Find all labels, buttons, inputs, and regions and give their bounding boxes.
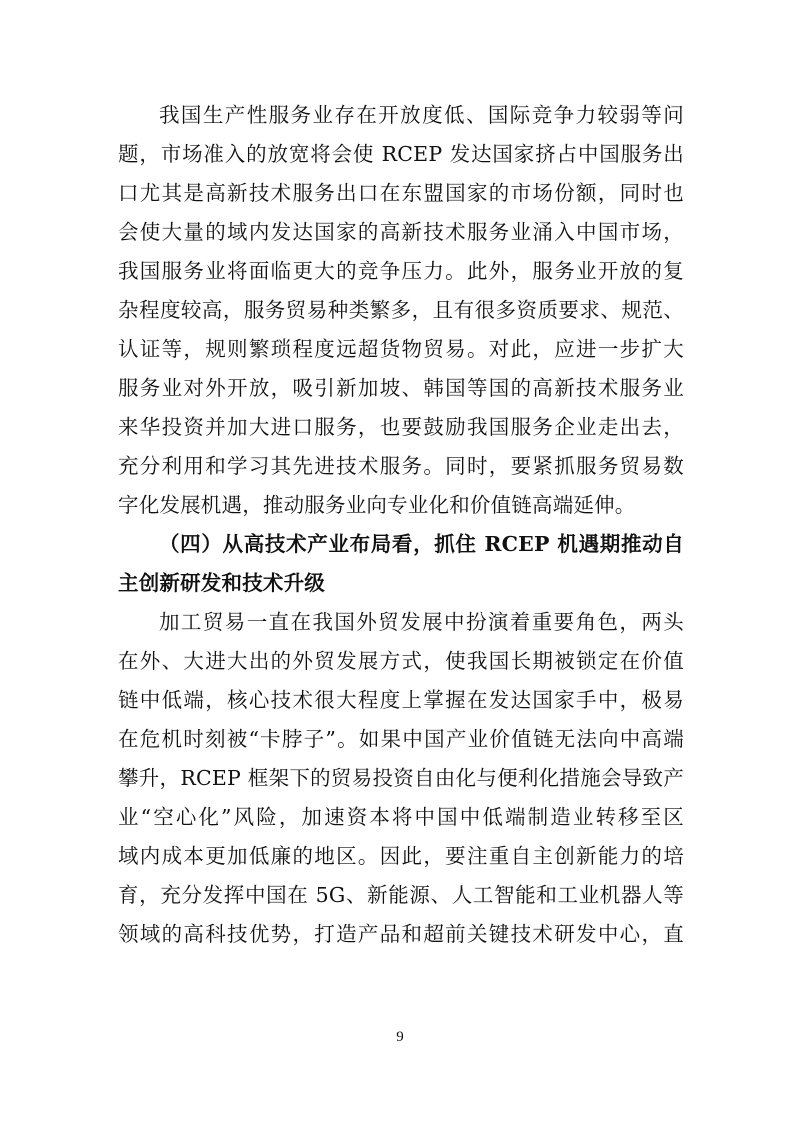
text-line: 来华投资并加大进口服务，也要鼓励我国服务企业走出去，: [118, 415, 684, 439]
paragraph-services-opening: [118, 96, 684, 525]
text-line: 我国生产性服务业存在开放度低、国际竞争力较弱等问: [159, 103, 684, 127]
document-body: [118, 96, 684, 954]
text-line: 服务业对外开放，吸引新加坡、韩国等国的高新技术服务业: [118, 376, 684, 400]
text-line: 加工贸易一直在我国外贸发展中扮演着重要角色，两头: [159, 610, 684, 634]
text-line: 题，市场准入的放宽将会使 RCEP 发达国家挤占中国服务出: [118, 142, 684, 166]
text-line: 在危机时刻被“卡脖子”。如果中国产业价值链无法向中高端: [118, 727, 684, 751]
page-number: 9: [396, 1029, 404, 1045]
text-line: 杂程度较高，服务贸易种类繁多，且有很多资质要求、规范、: [118, 298, 684, 322]
text-line: 会使大量的域内发达国家的高新技术服务业涌入中国市场，: [118, 220, 684, 244]
text-line: 在外、大进大出的外贸发展方式，使我国长期被锁定在价值: [118, 649, 684, 673]
text-line: 域内成本更加低廉的地区。因此，要注重自主创新能力的培: [118, 844, 684, 868]
section-heading: [118, 525, 684, 603]
text-line: 认证等，规则繁琐程度远超货物贸易。对此，应进一步扩大: [118, 337, 684, 361]
heading-line: （四）从高技术产业布局看，抓住 RCEP 机遇期推动自: [159, 532, 684, 556]
paragraph-processing-trade: [118, 603, 684, 954]
text-line: 业“空心化”风险，加速资本将中国中低端制造业转移至区: [118, 805, 684, 829]
text-line: 充分利用和学习其先进技术服务。同时，要紧抓服务贸易数: [118, 454, 684, 478]
text-line: 口尤其是高新技术服务出口在东盟国家的市场份额，同时也: [118, 181, 684, 205]
text-line: 攀升，RCEP 框架下的贸易投资自由化与便利化措施会导致产: [118, 766, 684, 790]
heading-line: 主创新研发和技术升级: [118, 571, 325, 595]
text-line: 我国服务业将面临更大的竞争压力。此外，服务业开放的复: [118, 259, 684, 283]
text-line: 字化发展机遇，推动服务业向专业化和价值链高端延伸。: [118, 493, 636, 517]
text-line: 链中低端，核心技术很大程度上掌握在发达国家手中，极易: [118, 688, 684, 712]
text-line: 育，充分发挥中国在 5G、新能源、人工智能和工业机器人等: [118, 883, 684, 907]
text-line: 领域的高科技优势，打造产品和超前关键技术研发中心，直: [118, 922, 684, 946]
